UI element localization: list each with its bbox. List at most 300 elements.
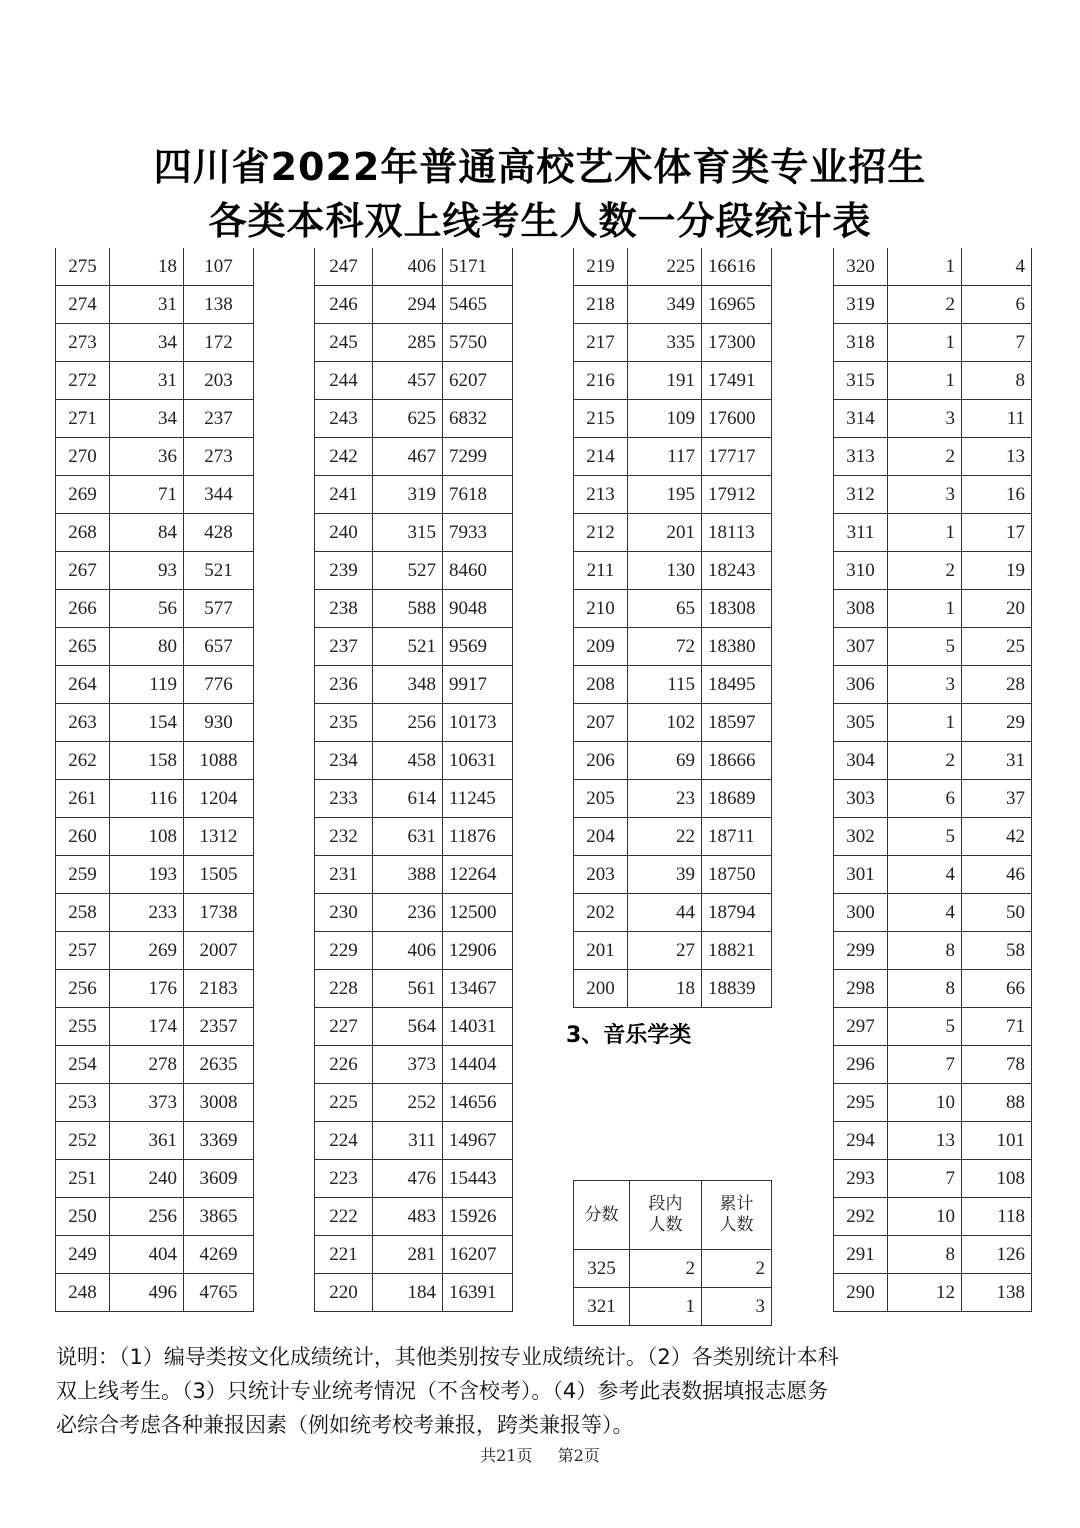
segment-count-cell: 476	[373, 1160, 443, 1198]
header-segment-count: 段内 人数	[630, 1181, 702, 1250]
table-row	[315, 362, 513, 400]
score-cell: 310	[834, 552, 888, 590]
table-row	[56, 324, 254, 362]
segment-count-cell: 109	[628, 400, 702, 438]
cumulative-count-cell: 3865	[184, 1198, 254, 1236]
table-row	[315, 1198, 513, 1236]
segment-count-cell: 588	[373, 590, 443, 628]
score-cell: 242	[315, 438, 373, 476]
cumulative-count-cell: 3609	[184, 1160, 254, 1198]
table-row	[56, 704, 254, 742]
cumulative-count-cell: 18689	[702, 780, 772, 818]
segment-count-cell: 1	[888, 704, 962, 742]
segment-count-cell: 7	[888, 1046, 962, 1084]
cumulative-count-cell: 172	[184, 324, 254, 362]
segment-count-cell: 23	[628, 780, 702, 818]
table-row	[574, 438, 772, 476]
segment-count-cell: 467	[373, 438, 443, 476]
table-row	[574, 856, 772, 894]
segment-count-cell: 44	[628, 894, 702, 932]
cumulative-count-cell: 521	[184, 552, 254, 590]
table-row	[315, 1008, 513, 1046]
score-cell: 300	[834, 894, 888, 932]
cumulative-count-cell: 4269	[184, 1236, 254, 1274]
score-cell: 252	[56, 1122, 110, 1160]
score-cell: 221	[315, 1236, 373, 1274]
score-cell: 261	[56, 780, 110, 818]
table-row	[834, 932, 1032, 970]
score-cell: 315	[834, 362, 888, 400]
cumulative-count-cell: 2	[702, 1250, 772, 1288]
table-row	[56, 818, 254, 856]
segment-count-cell: 294	[373, 286, 443, 324]
score-cell: 207	[574, 704, 628, 742]
table-row	[315, 780, 513, 818]
score-cell: 304	[834, 742, 888, 780]
table-row	[834, 400, 1032, 438]
score-cell: 269	[56, 476, 110, 514]
score-cell: 260	[56, 818, 110, 856]
cumulative-count-cell: 18821	[702, 932, 772, 970]
table-row	[56, 742, 254, 780]
table-row	[834, 514, 1032, 552]
score-cell: 297	[834, 1008, 888, 1046]
segment-count-cell: 8	[888, 932, 962, 970]
table-row	[574, 666, 772, 704]
table-row	[574, 324, 772, 362]
cumulative-count-cell: 17717	[702, 438, 772, 476]
table-row	[834, 894, 1032, 932]
score-cell: 201	[574, 932, 628, 970]
score-cell: 253	[56, 1084, 110, 1122]
cumulative-count-cell: 3	[702, 1288, 772, 1326]
cumulative-count-cell: 273	[184, 438, 254, 476]
segment-count-cell: 388	[373, 856, 443, 894]
score-cell: 228	[315, 970, 373, 1008]
cumulative-count-cell: 46	[962, 856, 1032, 894]
table-row	[315, 552, 513, 590]
table-row	[834, 1046, 1032, 1084]
score-cell: 205	[574, 780, 628, 818]
score-cell: 225	[315, 1084, 373, 1122]
table-row	[56, 1274, 254, 1312]
segment-count-cell: 625	[373, 400, 443, 438]
score-cell: 249	[56, 1236, 110, 1274]
segment-count-cell: 406	[373, 932, 443, 970]
segment-count-cell: 1	[888, 324, 962, 362]
segment-count-cell: 3	[888, 666, 962, 704]
segment-count-cell: 256	[110, 1198, 184, 1236]
table-row	[315, 932, 513, 970]
table-row	[315, 970, 513, 1008]
segment-count-cell: 269	[110, 932, 184, 970]
segment-count-cell: 115	[628, 666, 702, 704]
cumulative-count-cell: 16616	[702, 248, 772, 286]
score-cell: 219	[574, 248, 628, 286]
table-row	[56, 1198, 254, 1236]
cumulative-count-cell: 3008	[184, 1084, 254, 1122]
segment-count-cell: 2	[630, 1250, 702, 1288]
segment-count-cell: 27	[628, 932, 702, 970]
score-cell: 271	[56, 400, 110, 438]
segment-count-cell: 191	[628, 362, 702, 400]
table-row	[834, 704, 1032, 742]
music-table-header-row	[574, 1181, 772, 1250]
table-row	[834, 780, 1032, 818]
segment-count-cell: 240	[110, 1160, 184, 1198]
table-row	[315, 514, 513, 552]
cumulative-count-cell: 28	[962, 666, 1032, 704]
score-cell: 206	[574, 742, 628, 780]
cumulative-count-cell: 14967	[443, 1122, 513, 1160]
table-row	[315, 742, 513, 780]
cumulative-count-cell: 5465	[443, 286, 513, 324]
score-cell: 314	[834, 400, 888, 438]
score-cell: 202	[574, 894, 628, 932]
cumulative-count-cell: 7618	[443, 476, 513, 514]
cumulative-count-cell: 237	[184, 400, 254, 438]
segment-count-cell: 72	[628, 628, 702, 666]
cumulative-count-cell: 108	[962, 1160, 1032, 1198]
score-cell: 200	[574, 970, 628, 1008]
cumulative-count-cell: 18711	[702, 818, 772, 856]
segment-count-cell: 5	[888, 1008, 962, 1046]
score-cell: 218	[574, 286, 628, 324]
cumulative-count-cell: 58	[962, 932, 1032, 970]
notes-line1: 说明：（1）编导类按文化成绩统计，其他类别按专业成绩统计。（2）各类别统计本科	[56, 1345, 839, 1369]
segment-count-cell: 71	[110, 476, 184, 514]
table-row	[574, 894, 772, 932]
score-cell: 220	[315, 1274, 373, 1312]
segment-count-cell: 564	[373, 1008, 443, 1046]
segment-count-cell: 84	[110, 514, 184, 552]
cumulative-count-cell: 428	[184, 514, 254, 552]
cumulative-count-cell: 9917	[443, 666, 513, 704]
table-row	[834, 1084, 1032, 1122]
score-cell: 203	[574, 856, 628, 894]
cumulative-count-cell: 18495	[702, 666, 772, 704]
cumulative-count-cell: 5750	[443, 324, 513, 362]
segment-count-cell: 236	[373, 894, 443, 932]
score-cell: 251	[56, 1160, 110, 1198]
cumulative-count-cell: 344	[184, 476, 254, 514]
score-cell: 229	[315, 932, 373, 970]
score-cell: 293	[834, 1160, 888, 1198]
score-cell: 238	[315, 590, 373, 628]
segment-count-cell: 65	[628, 590, 702, 628]
cumulative-count-cell: 203	[184, 362, 254, 400]
segment-count-cell: 285	[373, 324, 443, 362]
cumulative-count-cell: 6832	[443, 400, 513, 438]
segment-count-cell: 193	[110, 856, 184, 894]
table-row	[315, 286, 513, 324]
table-row	[56, 856, 254, 894]
score-cell: 254	[56, 1046, 110, 1084]
cumulative-count-cell: 66	[962, 970, 1032, 1008]
segment-count-cell: 457	[373, 362, 443, 400]
music-score-table	[573, 1180, 772, 1326]
cumulative-count-cell: 1505	[184, 856, 254, 894]
segment-count-cell: 2	[888, 552, 962, 590]
table-row	[574, 628, 772, 666]
cumulative-count-cell: 118	[962, 1198, 1032, 1236]
table-row	[315, 1122, 513, 1160]
segment-count-cell: 8	[888, 970, 962, 1008]
segment-count-cell: 496	[110, 1274, 184, 1312]
table-row	[56, 1122, 254, 1160]
score-cell: 298	[834, 970, 888, 1008]
table-row	[574, 248, 772, 286]
segment-count-cell: 34	[110, 400, 184, 438]
cumulative-count-cell: 29	[962, 704, 1032, 742]
table-row	[574, 704, 772, 742]
score-cell: 259	[56, 856, 110, 894]
score-cell: 244	[315, 362, 373, 400]
score-cell: 223	[315, 1160, 373, 1198]
table-row	[834, 970, 1032, 1008]
table-row	[56, 1008, 254, 1046]
table-row	[56, 1046, 254, 1084]
score-cell: 272	[56, 362, 110, 400]
cumulative-count-cell: 1738	[184, 894, 254, 932]
segment-count-cell: 1	[888, 590, 962, 628]
segment-count-cell: 158	[110, 742, 184, 780]
cumulative-count-cell: 107	[184, 248, 254, 286]
table-row	[315, 1160, 513, 1198]
cumulative-count-cell: 18113	[702, 514, 772, 552]
segment-count-cell: 406	[373, 248, 443, 286]
cumulative-count-cell: 16965	[702, 286, 772, 324]
table-row	[315, 590, 513, 628]
cumulative-count-cell: 4765	[184, 1274, 254, 1312]
segment-count-cell: 527	[373, 552, 443, 590]
table-row	[574, 476, 772, 514]
cumulative-count-cell: 9048	[443, 590, 513, 628]
segment-count-cell: 373	[373, 1046, 443, 1084]
table-row	[315, 324, 513, 362]
score-cell: 303	[834, 780, 888, 818]
score-cell: 222	[315, 1198, 373, 1236]
score-cell: 264	[56, 666, 110, 704]
segment-count-cell: 13	[888, 1122, 962, 1160]
score-cell: 294	[834, 1122, 888, 1160]
table-row	[574, 818, 772, 856]
segment-count-cell: 319	[373, 476, 443, 514]
score-cell: 226	[315, 1046, 373, 1084]
segment-count-cell: 631	[373, 818, 443, 856]
table-row	[56, 362, 254, 400]
score-cell: 325	[574, 1250, 630, 1288]
table-row	[56, 666, 254, 704]
table-row	[574, 1288, 772, 1326]
cumulative-count-cell: 14656	[443, 1084, 513, 1122]
table-row	[56, 970, 254, 1008]
table-row	[834, 476, 1032, 514]
cumulative-count-cell: 11245	[443, 780, 513, 818]
score-cell: 216	[574, 362, 628, 400]
cumulative-count-cell: 18794	[702, 894, 772, 932]
table-row	[315, 856, 513, 894]
segment-count-cell: 3	[888, 476, 962, 514]
cumulative-count-cell: 1204	[184, 780, 254, 818]
table-row	[56, 1084, 254, 1122]
segment-count-cell: 1	[888, 514, 962, 552]
score-cell: 299	[834, 932, 888, 970]
segment-count-cell: 6	[888, 780, 962, 818]
segment-count-cell: 256	[373, 704, 443, 742]
cumulative-count-cell: 11876	[443, 818, 513, 856]
cumulative-count-cell: 14404	[443, 1046, 513, 1084]
cumulative-count-cell: 18243	[702, 552, 772, 590]
score-cell: 292	[834, 1198, 888, 1236]
segment-count-cell: 195	[628, 476, 702, 514]
score-cell: 302	[834, 818, 888, 856]
cumulative-count-cell: 10631	[443, 742, 513, 780]
cumulative-count-cell: 1088	[184, 742, 254, 780]
current-page: 第2页	[557, 1446, 600, 1465]
cumulative-count-cell: 7933	[443, 514, 513, 552]
table-row	[56, 628, 254, 666]
segment-count-cell: 174	[110, 1008, 184, 1046]
score-cell: 227	[315, 1008, 373, 1046]
score-cell: 256	[56, 970, 110, 1008]
cumulative-count-cell: 15926	[443, 1198, 513, 1236]
score-cell: 209	[574, 628, 628, 666]
cumulative-count-cell: 20	[962, 590, 1032, 628]
score-cell: 212	[574, 514, 628, 552]
cumulative-count-cell: 6	[962, 286, 1032, 324]
cumulative-count-cell: 17491	[702, 362, 772, 400]
score-cell: 232	[315, 818, 373, 856]
segment-count-cell: 117	[628, 438, 702, 476]
cumulative-count-cell: 8	[962, 362, 1032, 400]
segment-count-cell: 22	[628, 818, 702, 856]
cumulative-count-cell: 88	[962, 1084, 1032, 1122]
table-row	[56, 780, 254, 818]
segment-count-cell: 102	[628, 704, 702, 742]
table-row	[834, 438, 1032, 476]
table-row	[315, 1274, 513, 1312]
score-cell: 215	[574, 400, 628, 438]
score-cell: 230	[315, 894, 373, 932]
score-cell: 204	[574, 818, 628, 856]
score-cell: 312	[834, 476, 888, 514]
score-cell: 313	[834, 438, 888, 476]
segment-count-cell: 2	[888, 742, 962, 780]
table-row	[574, 932, 772, 970]
score-cell: 262	[56, 742, 110, 780]
score-cell: 267	[56, 552, 110, 590]
cumulative-count-cell: 71	[962, 1008, 1032, 1046]
header-cumulative-count: 累计 人数	[702, 1181, 772, 1250]
table-row	[56, 514, 254, 552]
score-cell: 318	[834, 324, 888, 362]
segment-count-cell: 39	[628, 856, 702, 894]
score-cell: 233	[315, 780, 373, 818]
table-row	[834, 362, 1032, 400]
cumulative-count-cell: 78	[962, 1046, 1032, 1084]
cumulative-count-cell: 12264	[443, 856, 513, 894]
cumulative-count-cell: 13	[962, 438, 1032, 476]
segment-count-cell: 8	[888, 1236, 962, 1274]
score-cell: 301	[834, 856, 888, 894]
cumulative-count-cell: 15443	[443, 1160, 513, 1198]
cumulative-count-cell: 2007	[184, 932, 254, 970]
cumulative-count-cell: 3369	[184, 1122, 254, 1160]
segment-count-cell: 34	[110, 324, 184, 362]
table-row	[834, 248, 1032, 286]
score-cell: 255	[56, 1008, 110, 1046]
cumulative-count-cell: 14031	[443, 1008, 513, 1046]
cumulative-count-cell: 2357	[184, 1008, 254, 1046]
segment-count-cell: 184	[373, 1274, 443, 1312]
segment-count-cell: 36	[110, 438, 184, 476]
score-table-col4	[833, 248, 1032, 1312]
score-table-col1	[55, 248, 254, 1312]
table-row	[834, 1274, 1032, 1312]
cumulative-count-cell: 657	[184, 628, 254, 666]
cumulative-count-cell: 7	[962, 324, 1032, 362]
table-row	[315, 400, 513, 438]
table-row	[56, 476, 254, 514]
score-cell: 237	[315, 628, 373, 666]
cumulative-count-cell: 17600	[702, 400, 772, 438]
score-cell: 224	[315, 1122, 373, 1160]
notes-line2: 双上线考生。（3）只统计专业统考情况（不含校考）。（4）参考此表数据填报志愿务	[56, 1379, 829, 1403]
score-cell: 210	[574, 590, 628, 628]
segment-count-cell: 349	[628, 286, 702, 324]
score-cell: 307	[834, 628, 888, 666]
table-row	[315, 438, 513, 476]
segment-count-cell: 7	[888, 1160, 962, 1198]
notes	[56, 1340, 1036, 1442]
table-row	[56, 1236, 254, 1274]
table-row	[834, 666, 1032, 704]
table-row	[574, 742, 772, 780]
cumulative-count-cell: 18380	[702, 628, 772, 666]
table-row	[315, 476, 513, 514]
table-row	[574, 970, 772, 1008]
cumulative-count-cell: 42	[962, 818, 1032, 856]
score-cell: 214	[574, 438, 628, 476]
table-row	[56, 248, 254, 286]
segment-count-cell: 4	[888, 856, 962, 894]
segment-count-cell: 18	[110, 248, 184, 286]
segment-count-cell: 10	[888, 1198, 962, 1236]
cumulative-count-cell: 19	[962, 552, 1032, 590]
table-row	[315, 248, 513, 286]
score-cell: 208	[574, 666, 628, 704]
score-cell: 295	[834, 1084, 888, 1122]
section-label-music: 3、音乐学类	[566, 1023, 692, 1048]
cumulative-count-cell: 577	[184, 590, 254, 628]
segment-count-cell: 311	[373, 1122, 443, 1160]
segment-count-cell: 119	[110, 666, 184, 704]
cumulative-count-cell: 18666	[702, 742, 772, 780]
score-cell: 275	[56, 248, 110, 286]
total-pages: 共21页	[480, 1446, 533, 1465]
table-row	[834, 590, 1032, 628]
score-cell: 268	[56, 514, 110, 552]
table-row	[56, 286, 254, 324]
table-row	[315, 1236, 513, 1274]
segment-count-cell: 154	[110, 704, 184, 742]
cumulative-count-cell: 138	[962, 1274, 1032, 1312]
segment-count-cell: 521	[373, 628, 443, 666]
segment-count-cell: 5	[888, 818, 962, 856]
cumulative-count-cell: 776	[184, 666, 254, 704]
score-cell: 248	[56, 1274, 110, 1312]
